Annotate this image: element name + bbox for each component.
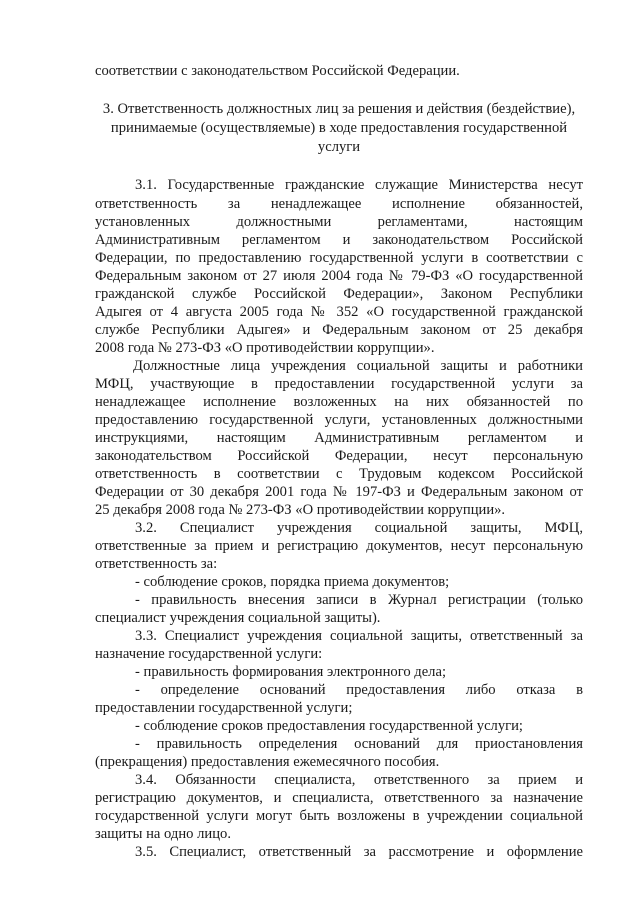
body-line: службе Республики Адыгея» и Федеральным законом от 25 декабря: [95, 322, 583, 338]
body-line: 3.2. Специалист учреждения социальной защиты, МФЦ,: [135, 520, 583, 536]
body-line: Федеральным законом от 27 июля 2004 года № 79-ФЗ «О государственной: [95, 268, 583, 284]
body-line: (прекращения) предоставления ежемесячного пособия.: [95, 754, 440, 770]
body-line: ненадлежащее исполнение возложенных на них обязанностей по: [95, 394, 583, 410]
body-line: законодательством Российской Федерации, несут персональную: [95, 448, 583, 464]
body-line: специалист учреждения социальной защиты).: [95, 610, 381, 626]
list-item: - соблюдение сроков предоставления государственной услуги;: [135, 718, 523, 734]
body-line: Адыгея от 4 августа 2005 года № 352 «О государственной гражданской: [95, 304, 583, 320]
list-item: - правильность определения оснований для приостановления: [135, 736, 583, 752]
body-line: государственной услуги могут быть возложены в учреждении социальной: [95, 808, 583, 824]
body-line: Федерации от 30 декабря 2001 года № 197-ФЗ и Федеральным законом от: [95, 484, 583, 500]
body-line: назначение государственной услуги:: [95, 646, 323, 662]
body-line: 3.1. Государственные гражданские служащие Министерства несут: [135, 177, 583, 193]
list-item: - соблюдение сроков, порядка приема документов;: [135, 574, 450, 590]
body-line: 2008 года № 273-ФЗ «О противодействии коррупции».: [95, 340, 435, 356]
body-line: инструкциями, настоящим Административным регламентом и: [95, 430, 583, 446]
section-heading-line: 3. Ответственность должностных лиц за решения и действия (бездействие),: [102, 101, 576, 117]
section-heading-line: принимаемые (осуществляемые) в ходе предоставления государственной: [110, 120, 568, 136]
body-line: 3.4. Обязанности специалиста, ответственного за прием и: [135, 772, 583, 788]
body-line: 3.3. Специалист учреждения социальной защиты, ответственный за: [135, 628, 583, 644]
body-line: ответственность за:: [95, 556, 218, 572]
body-line: 3.5. Специалист, ответственный за рассмотрение и оформление: [135, 844, 583, 860]
list-item: - определение оснований предоставления либо отказа в: [135, 682, 583, 698]
body-line: предоставлению государственной услуги, установленных должностными: [95, 412, 583, 428]
list-item: - правильность внесения записи в Журнал регистрации (только: [135, 592, 583, 608]
body-line: Должностные лица учреждения социальной защиты и работники: [133, 358, 583, 374]
body-line: 25 декабря 2008 года № 273-ФЗ «О противодействии коррупции».: [95, 502, 506, 518]
body-line: установленных должностными регламентами, настоящим: [95, 214, 583, 230]
body-line: ответственность за ненадлежащее исполнение обязанностей,: [95, 196, 583, 212]
body-line: Административным регламентом и законодательством Российской: [95, 232, 583, 248]
body-line: регистрацию документов, и специалиста, ответственного за назначение: [95, 790, 583, 806]
body-line: МФЦ, участвующие в предоставлении государственной услуги за: [95, 376, 583, 392]
body-line: защиты на одно лицо.: [95, 826, 231, 842]
body-line: Федерации, по предоставлению государственной услуги в соответствии с: [95, 250, 583, 266]
intro-line: соответствии с законодательством Российской Федерации.: [95, 63, 460, 79]
section-heading-line: услуги: [317, 139, 361, 155]
body-line: гражданской службе Российской Федерации», Законом Республики: [95, 286, 583, 302]
body-line: ответственные за прием и регистрацию документов, несут персональную: [95, 538, 583, 554]
body-line: ответственность в соответствии с Трудовым кодексом Российской: [95, 466, 583, 482]
list-item: - правильность формирования электронного дела;: [135, 664, 446, 680]
body-line: предоставлении государственной услуги;: [95, 700, 353, 716]
